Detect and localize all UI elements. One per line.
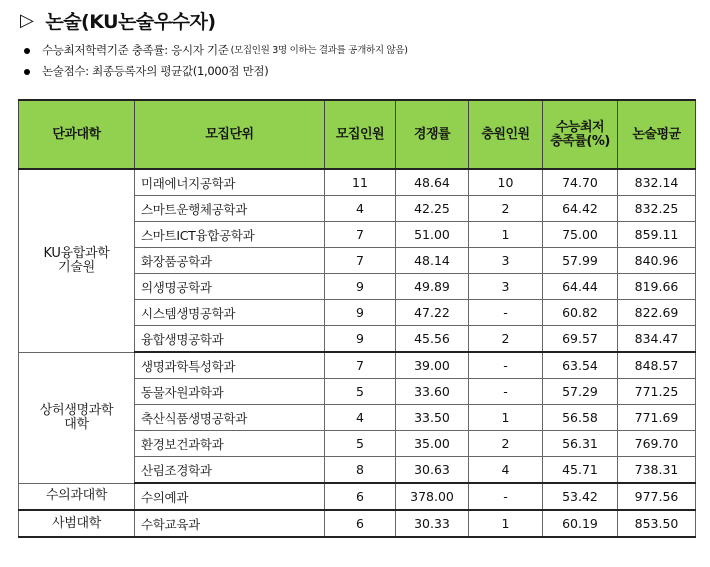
competition-cell: 30.33 <box>396 510 469 537</box>
unit-cell: 의생명공학과 <box>135 274 325 300</box>
essay-cell: 853.50 <box>618 510 696 537</box>
header-college: 단과대학 <box>19 100 135 169</box>
quota-cell: 7 <box>325 248 396 274</box>
table-body <box>19 169 696 537</box>
csat-cell: 63.54 <box>543 352 618 379</box>
header-unit: 모집단위 <box>135 100 325 169</box>
competition-cell: 35.00 <box>396 431 469 457</box>
csat-cell: 64.42 <box>543 196 618 222</box>
quota-cell: 7 <box>325 222 396 248</box>
extra-cell: 2 <box>469 431 543 457</box>
college-name-line1: 수의과대학 <box>45 488 108 504</box>
competition-cell: 42.25 <box>396 196 469 222</box>
csat-cell: 45.71 <box>543 457 618 484</box>
header-extra: 충원인원 <box>469 100 543 169</box>
header-csat <box>543 100 618 169</box>
header-quota: 모집인원 <box>325 100 396 169</box>
csat-cell: 74.70 <box>543 169 618 196</box>
quota-cell: 5 <box>325 431 396 457</box>
competition-cell: 47.22 <box>396 300 469 326</box>
quota-cell: 9 <box>325 300 396 326</box>
essay-cell: 771.69 <box>618 405 696 431</box>
unit-cell: 축산식품생명공학과 <box>135 405 325 431</box>
csat-cell: 53.42 <box>543 483 618 510</box>
quota-cell: 6 <box>325 483 396 510</box>
note-item <box>24 40 408 61</box>
note-main: 논술점수: 최종등록자의 평균값(1,000점 만점) <box>42 64 269 78</box>
unit-cell: 생명과학특성학과 <box>135 352 325 379</box>
essay-cell: 848.57 <box>618 352 696 379</box>
essay-cell: 832.25 <box>618 196 696 222</box>
essay-cell: 834.47 <box>618 326 696 353</box>
unit-cell: 동물자원과학과 <box>135 379 325 405</box>
note-main: 수능최저학력기준 충족률: 응시자 기준 <box>42 43 229 57</box>
competition-cell: 49.89 <box>396 274 469 300</box>
csat-cell: 64.44 <box>543 274 618 300</box>
unit-cell: 수학교육과 <box>135 510 325 537</box>
csat-cell: 57.99 <box>543 248 618 274</box>
extra-cell: 1 <box>469 510 543 537</box>
quota-cell: 11 <box>325 169 396 196</box>
bullet-dot-icon <box>24 48 30 54</box>
competition-cell: 30.63 <box>396 457 469 484</box>
quota-cell: 9 <box>325 274 396 300</box>
header-competition: 경쟁률 <box>396 100 469 169</box>
essay-cell: 769.70 <box>618 431 696 457</box>
csat-cell: 57.29 <box>543 379 618 405</box>
college-name-line1: KU융합과학 <box>43 245 110 261</box>
quota-cell: 7 <box>325 352 396 379</box>
college-name-line2: 대학 <box>64 416 89 432</box>
quota-cell: 4 <box>325 196 396 222</box>
competition-cell: 378.00 <box>396 483 469 510</box>
extra-cell: 2 <box>469 196 543 222</box>
extra-cell: 4 <box>469 457 543 484</box>
header-csat-line2: 충족률(%) <box>550 133 610 149</box>
table-row <box>19 169 696 196</box>
table-row <box>19 483 696 510</box>
essay-cell: 840.96 <box>618 248 696 274</box>
extra-cell: - <box>469 352 543 379</box>
college-name-line1: 사범대학 <box>51 515 102 531</box>
essay-cell: 819.66 <box>618 274 696 300</box>
college-name-line1: 상허생명과학 <box>39 402 114 418</box>
csat-cell: 75.00 <box>543 222 618 248</box>
note-detail: (모집인원 3명 이하는 결과를 공개하지 않음) <box>230 45 408 56</box>
competition-cell: 33.60 <box>396 379 469 405</box>
extra-cell: 1 <box>469 405 543 431</box>
table-row <box>19 352 696 379</box>
essay-cell: 832.14 <box>618 169 696 196</box>
section-title-text: 논술(KU논술우수자) <box>45 11 216 33</box>
competition-cell: 33.50 <box>396 405 469 431</box>
header-essay: 논술평균 <box>618 100 696 169</box>
extra-cell: 1 <box>469 222 543 248</box>
competition-cell: 48.14 <box>396 248 469 274</box>
csat-cell: 60.19 <box>543 510 618 537</box>
csat-cell: 56.31 <box>543 431 618 457</box>
unit-cell: 산림조경학과 <box>135 457 325 484</box>
essay-cell: 977.56 <box>618 483 696 510</box>
competition-cell: 48.64 <box>396 169 469 196</box>
quota-cell: 9 <box>325 326 396 353</box>
notes-list <box>24 40 408 82</box>
quota-cell: 6 <box>325 510 396 537</box>
unit-cell: 스마트ICT융합공학과 <box>135 222 325 248</box>
extra-cell: - <box>469 379 543 405</box>
college-cell <box>19 510 135 537</box>
header-csat-line1: 수능최저 <box>555 119 605 135</box>
essay-cell: 771.25 <box>618 379 696 405</box>
csat-cell: 56.58 <box>543 405 618 431</box>
table-row <box>19 510 696 537</box>
section-title <box>20 7 216 34</box>
note-item <box>24 61 408 82</box>
extra-cell: 3 <box>469 248 543 274</box>
competition-cell: 51.00 <box>396 222 469 248</box>
table-header-row <box>19 100 696 169</box>
unit-cell: 환경보건과학과 <box>135 431 325 457</box>
unit-cell: 수의예과 <box>135 483 325 510</box>
csat-cell: 69.57 <box>543 326 618 353</box>
extra-cell: 10 <box>469 169 543 196</box>
triangle-marker-icon: ▷ <box>20 10 34 31</box>
unit-cell: 화장품공학과 <box>135 248 325 274</box>
college-name-line2: 기술원 <box>58 259 95 275</box>
quota-cell: 8 <box>325 457 396 484</box>
college-cell <box>19 483 135 510</box>
competition-cell: 39.00 <box>396 352 469 379</box>
college-cell <box>19 169 135 352</box>
quota-cell: 4 <box>325 405 396 431</box>
extra-cell: 2 <box>469 326 543 353</box>
competition-cell: 45.56 <box>396 326 469 353</box>
essay-cell: 738.31 <box>618 457 696 484</box>
college-cell <box>19 352 135 483</box>
results-table <box>18 99 696 538</box>
unit-cell: 미래에너지공학과 <box>135 169 325 196</box>
essay-cell: 859.11 <box>618 222 696 248</box>
quota-cell: 5 <box>325 379 396 405</box>
unit-cell: 융합생명공학과 <box>135 326 325 353</box>
essay-cell: 822.69 <box>618 300 696 326</box>
extra-cell: - <box>469 300 543 326</box>
unit-cell: 스마트운행체공학과 <box>135 196 325 222</box>
csat-cell: 60.82 <box>543 300 618 326</box>
extra-cell: 3 <box>469 274 543 300</box>
bullet-dot-icon <box>24 69 30 75</box>
extra-cell: - <box>469 483 543 510</box>
unit-cell: 시스템생명공학과 <box>135 300 325 326</box>
